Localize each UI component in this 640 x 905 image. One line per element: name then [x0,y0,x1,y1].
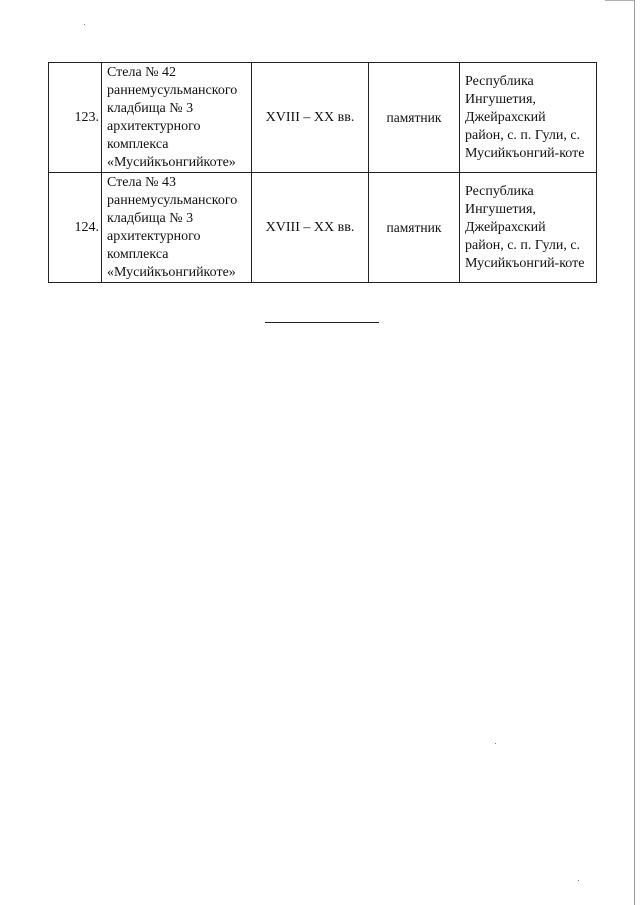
location-line: Республика [465,73,534,89]
table-row [49,63,597,173]
object-name-line: кладбища № 3 [107,211,194,226]
object-name-line: «Мусийкъонгийкоте» [107,155,236,170]
location-line: район, с. п. Гули, с. [465,237,581,253]
location-line: Республика [465,183,534,199]
object-name-line: кладбища № 3 [107,101,194,116]
object-name-line: Стела № 42 [107,65,177,80]
object-name-cell [102,173,252,283]
location-line: Ингушетия, [465,91,536,107]
category-cell: памятник [369,63,460,173]
scan-speck [84,24,85,25]
object-name-line: комплекса [107,247,169,262]
location-line: Джейрахский [465,219,546,235]
end-of-document-rule [265,322,379,323]
category-cell: памятник [369,173,460,283]
object-name-line: архитектурного [107,119,201,134]
scan-speck [578,880,579,881]
location-cell [460,63,597,173]
object-name-cell [102,63,252,173]
dating-cell: XVIII – XX вв. [252,173,369,283]
heritage-registry-table [48,62,597,283]
object-name-line: раннемусульманского [107,193,238,208]
object-name-line: «Мусийкъонгийкоте» [107,265,236,280]
location-line: Мусийкъонгий-коте [465,255,585,271]
object-name-line: Стела № 43 [107,175,177,190]
dating-cell: XVIII – XX вв. [252,63,369,173]
scan-speck [495,743,496,744]
object-name-line: комплекса [107,137,169,152]
location-line: Джейрахский [465,109,546,125]
location-cell [460,173,597,283]
scan-edge-right [634,0,635,905]
row-number: 123. [49,63,102,173]
scan-edge-top [605,0,635,1]
location-line: Мусийкъонгий-коте [465,145,585,161]
object-name-line: архитектурного [107,229,201,244]
object-name-line: раннемусульманского [107,83,238,98]
row-number: 124. [49,173,102,283]
location-line: Ингушетия, [465,201,536,217]
location-line: район, с. п. Гули, с. [465,127,581,143]
table-row [49,173,597,283]
